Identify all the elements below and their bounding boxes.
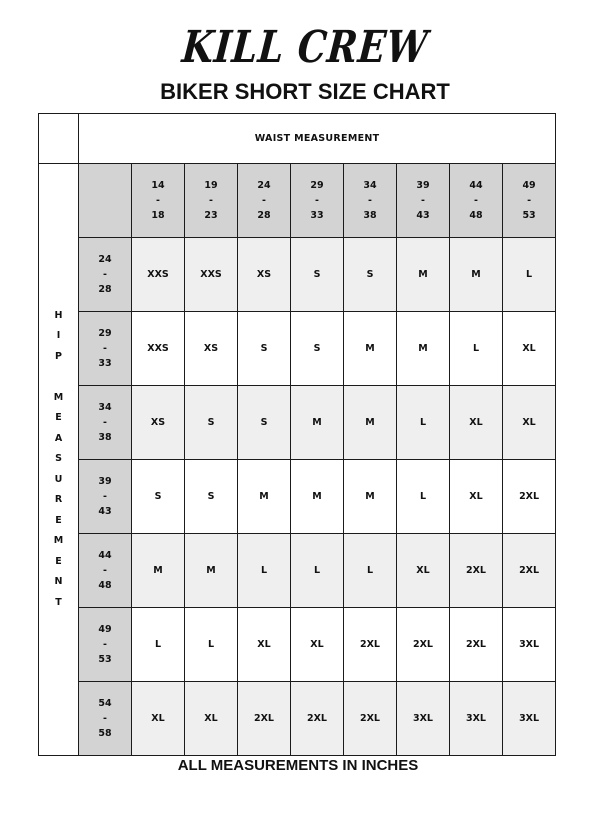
- waist-range-to: 53: [522, 210, 536, 221]
- hip-row: [39, 386, 556, 460]
- size-cell: XXS: [185, 238, 238, 312]
- hip-range-from: 24: [98, 254, 112, 265]
- hip-row: [39, 608, 556, 682]
- chart-title: BIKER SHORT SIZE CHART: [160, 79, 450, 104]
- waist-range-from: 19: [204, 180, 218, 191]
- size-cell: XS: [238, 238, 291, 312]
- hip-range-sep: -: [103, 417, 107, 428]
- size-cell: L: [397, 386, 450, 460]
- size-cell: 2XL: [238, 682, 291, 756]
- size-cell: M: [185, 534, 238, 608]
- waist-range-sep: -: [156, 195, 160, 206]
- size-cell: 3XL: [450, 682, 503, 756]
- hip-label-letter: H: [54, 309, 63, 321]
- hip-label-letter: M: [53, 391, 64, 403]
- waist-range-sep: -: [315, 195, 319, 206]
- size-cell: S: [185, 460, 238, 534]
- hip-range-to: 43: [98, 506, 112, 517]
- waist-range-to: 33: [310, 210, 324, 221]
- waist-header-row: [39, 114, 556, 164]
- size-cell: M: [344, 386, 397, 460]
- size-cell: M: [291, 386, 344, 460]
- size-cell: M: [344, 312, 397, 386]
- hip-row: [39, 312, 556, 386]
- waist-range: [503, 164, 556, 238]
- hip-label-letter: E: [55, 555, 62, 567]
- footer-note: ALL MEASUREMENTS IN INCHES: [177, 757, 419, 774]
- waist-range: [450, 164, 503, 238]
- hip-label-letter: R: [54, 494, 63, 506]
- waist-measurement-header: WAIST MEASUREMENT: [79, 114, 556, 164]
- size-cell: M: [291, 460, 344, 534]
- hip-range-sep: -: [103, 565, 107, 576]
- hip-range-from: 54: [98, 698, 112, 709]
- size-cell: 3XL: [397, 682, 450, 756]
- size-cell: S: [291, 238, 344, 312]
- size-cell: S: [291, 312, 344, 386]
- hip-range: [79, 608, 132, 682]
- size-cell: M: [450, 238, 503, 312]
- hip-label-letter: [39, 367, 78, 388]
- hip-row: [39, 682, 556, 756]
- hip-row: [39, 460, 556, 534]
- hip-label-letter: S: [55, 453, 62, 465]
- hip-range: [79, 238, 132, 312]
- hip-label-letter: M: [53, 535, 64, 547]
- size-cell: 2XL: [450, 608, 503, 682]
- size-cell: XXS: [132, 312, 185, 386]
- size-cell: XXS: [132, 238, 185, 312]
- hip-range: [79, 312, 132, 386]
- size-cell: 2XL: [344, 608, 397, 682]
- size-cell: 3XL: [503, 608, 556, 682]
- hip-label-letter: N: [54, 576, 63, 588]
- waist-range: [185, 164, 238, 238]
- size-cell: XS: [132, 386, 185, 460]
- size-cell: M: [344, 460, 397, 534]
- size-cell: L: [344, 534, 397, 608]
- waist-range-from: 34: [363, 180, 377, 191]
- size-cell: 2XL: [450, 534, 503, 608]
- hip-measurement-header: [39, 164, 79, 756]
- size-cell: 2XL: [503, 534, 556, 608]
- waist-range-from: 44: [469, 180, 483, 191]
- hip-row: [39, 238, 556, 312]
- top-left-corner-cell: [39, 114, 79, 164]
- hip-range-from: 34: [98, 402, 112, 413]
- size-cell: L: [450, 312, 503, 386]
- waist-range-to: 18: [151, 210, 165, 221]
- hip-range: [79, 460, 132, 534]
- hip-label-letter: T: [55, 596, 62, 608]
- waist-range-from: 39: [416, 180, 430, 191]
- size-cell: 2XL: [291, 682, 344, 756]
- range-corner-cell: [79, 164, 132, 238]
- hip-range-sep: -: [103, 491, 107, 502]
- waist-range-sep: -: [262, 195, 266, 206]
- hip-range-from: 39: [98, 476, 112, 487]
- size-cell: XL: [238, 608, 291, 682]
- size-cell: L: [238, 534, 291, 608]
- size-cell: XL: [450, 386, 503, 460]
- size-cell: L: [132, 608, 185, 682]
- hip-range-sep: -: [103, 713, 107, 724]
- size-cell: XL: [450, 460, 503, 534]
- waist-range: [238, 164, 291, 238]
- size-cell: S: [238, 386, 291, 460]
- size-cell: M: [397, 238, 450, 312]
- size-cell: XL: [503, 386, 556, 460]
- waist-range-sep: -: [209, 195, 213, 206]
- hip-range-to: 48: [98, 580, 112, 591]
- size-cell: XL: [503, 312, 556, 386]
- hip-range-to: 28: [98, 284, 112, 295]
- waist-range-sep: -: [421, 195, 425, 206]
- hip-range: [79, 682, 132, 756]
- size-chart-table: [38, 113, 556, 756]
- hip-range-to: 58: [98, 728, 112, 739]
- waist-range-from: 14: [151, 180, 165, 191]
- size-cell: 2XL: [397, 608, 450, 682]
- size-cell: L: [397, 460, 450, 534]
- hip-label-letter: A: [54, 432, 63, 444]
- waist-range: [344, 164, 397, 238]
- size-cell: M: [397, 312, 450, 386]
- hip-label-letter: I: [56, 330, 61, 342]
- waist-range-from: 29: [310, 180, 324, 191]
- size-cell: 2XL: [503, 460, 556, 534]
- size-cell: XS: [185, 312, 238, 386]
- waist-range-from: 49: [522, 180, 536, 191]
- waist-range-to: 48: [469, 210, 483, 221]
- waist-range-to: 23: [204, 210, 218, 221]
- size-cell: L: [185, 608, 238, 682]
- hip-range: [79, 534, 132, 608]
- hip-range-from: 29: [98, 328, 112, 339]
- hip-label-letter: E: [55, 514, 62, 526]
- hip-measurement-vertical-label: [39, 306, 78, 614]
- size-cell: XL: [132, 682, 185, 756]
- hip-range: [79, 386, 132, 460]
- waist-range: [291, 164, 344, 238]
- hip-label-letter: U: [54, 473, 63, 485]
- hip-range-to: 53: [98, 654, 112, 665]
- size-cell: XL: [291, 608, 344, 682]
- waist-range-sep: -: [527, 195, 532, 206]
- hip-range-from: 49: [98, 624, 112, 635]
- size-cell: S: [238, 312, 291, 386]
- hip-range-from: 44: [98, 550, 112, 561]
- size-cell: L: [503, 238, 556, 312]
- size-cell: S: [185, 386, 238, 460]
- hip-label-letter: P: [55, 350, 62, 362]
- waist-range-sep: -: [474, 195, 478, 206]
- hip-range-to: 38: [98, 432, 112, 443]
- size-cell: S: [132, 460, 185, 534]
- hip-range-to: 33: [98, 358, 112, 369]
- waist-range-from: 24: [257, 180, 271, 191]
- brand-logo: KILL CREW: [180, 22, 431, 73]
- waist-range: [132, 164, 185, 238]
- hip-range-sep: -: [103, 639, 107, 650]
- waist-range-sep: -: [368, 195, 372, 206]
- hip-row: [39, 534, 556, 608]
- size-cell: 3XL: [503, 682, 556, 756]
- size-cell: S: [344, 238, 397, 312]
- waist-range: [397, 164, 450, 238]
- size-cell: XL: [185, 682, 238, 756]
- size-cell: L: [291, 534, 344, 608]
- size-cell: M: [238, 460, 291, 534]
- hip-range-sep: -: [103, 343, 107, 354]
- waist-range-row: [39, 164, 556, 238]
- size-cell: 2XL: [344, 682, 397, 756]
- hip-range-sep: -: [103, 269, 107, 280]
- waist-range-to: 28: [257, 210, 271, 221]
- size-cell: XL: [397, 534, 450, 608]
- size-cell: M: [132, 534, 185, 608]
- waist-range-to: 38: [363, 210, 377, 221]
- hip-label-letter: E: [55, 412, 62, 424]
- waist-range-to: 43: [416, 210, 430, 221]
